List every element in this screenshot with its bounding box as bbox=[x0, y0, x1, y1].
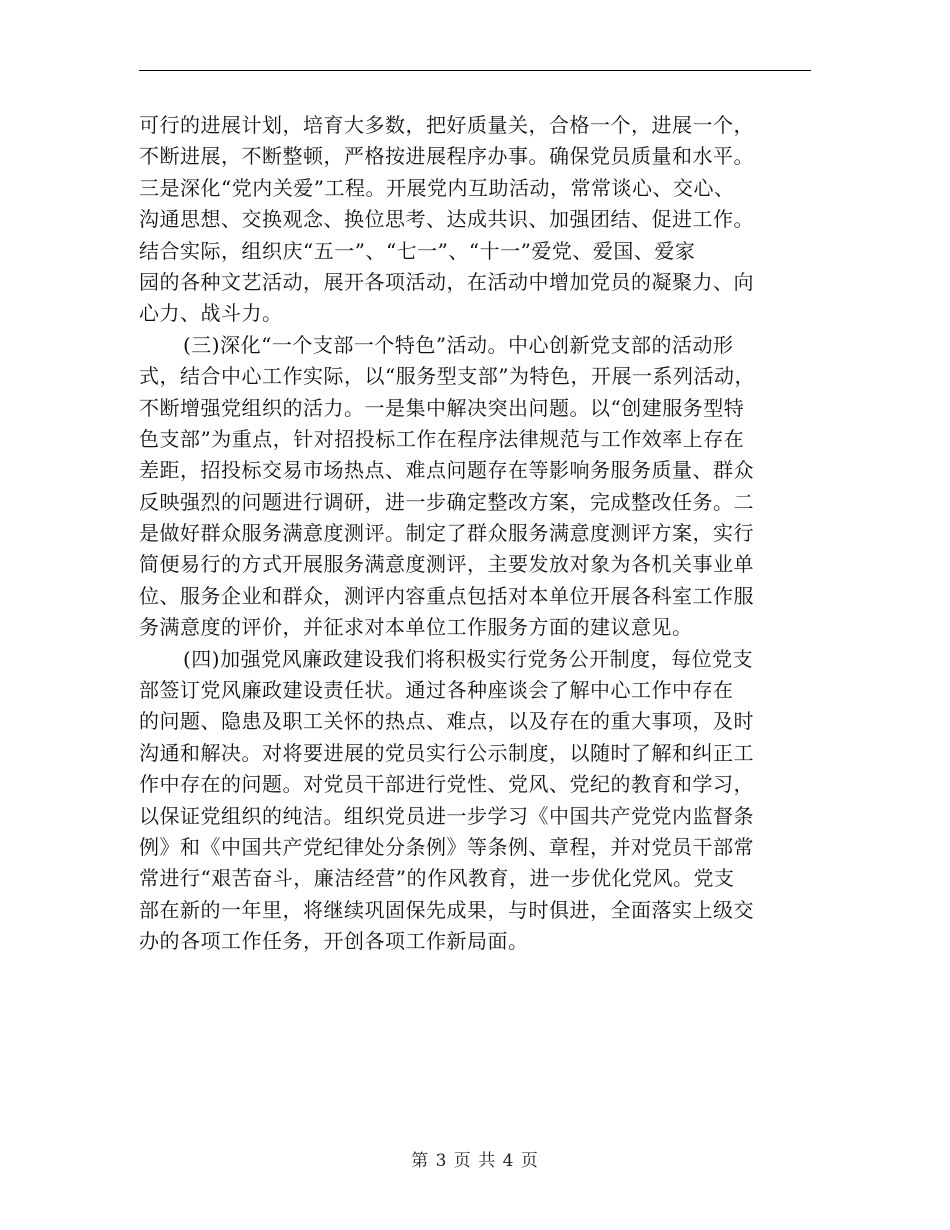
text-line: 是做好群众服务满意度测评。制定了群众服务满意度测评方案，实行 bbox=[139, 521, 754, 546]
text-line: 心力、战斗力。 bbox=[139, 301, 283, 326]
header-rule bbox=[139, 70, 811, 71]
text-line: 式，结合中心工作实际，以“服务型支部”为特色，开展一系列活动， bbox=[139, 364, 755, 389]
text-line: 常进行“艰苦奋斗，廉洁经营”的作风教育，进一步优化党风。党支 bbox=[139, 866, 735, 891]
text-line: 沟通思想、交换观念、换位思考、达成共识、加强团结、促进工作。 bbox=[139, 207, 754, 232]
text-line: 作中存在的问题。对党员干部进行党性、党风、党纪的教育和学习， bbox=[139, 772, 754, 797]
text-line: 以保证党组织的纯洁。组织党员进一步学习《中国共产党党内监督条 bbox=[139, 803, 754, 828]
text-line: 不断增强党组织的活力。一是集中解决突出问题。以“创建服务型特 bbox=[139, 395, 745, 420]
text-line: 结合实际，组织庆“五一”、“七一”、“十一”爱党、爱国、爱家 bbox=[139, 238, 696, 263]
text-line: 位、服务企业和群众，测评内容重点包括对本单位开展各科室工作服 bbox=[139, 583, 754, 608]
text-line: 简便易行的方式开展服务满意度测评，主要发放对象为各机关事业单 bbox=[139, 552, 754, 577]
text-line: 色支部”为重点，针对招投标工作在程序法律规范与工作效率上存在 bbox=[139, 426, 745, 451]
text-line: 的问题、隐患及职工关怀的热点、难点，以及存在的重大事项，及时 bbox=[139, 709, 754, 734]
paragraph-start-line: (四)加强党风廉政建设我们将积极实行党务公开制度，每位党支 bbox=[183, 646, 754, 671]
page-number-footer: 第 3 页 共 4 页 bbox=[411, 1151, 539, 1171]
text-line: 办的各项工作任务，开创各项工作新局面。 bbox=[139, 929, 529, 954]
text-line: 园的各种文艺活动，展开各项活动，在活动中增加党员的凝聚力、向 bbox=[139, 269, 754, 294]
text-line: 部签订党风廉政建设责任状。通过各种座谈会了解中心工作中存在 bbox=[139, 678, 734, 703]
text-line: 三是深化“党内关爱”工程。开展党内互助活动，常常谈心、交心、 bbox=[139, 175, 735, 200]
text-line: 务满意度的评价，并征求对本单位工作服务方面的建议意见。 bbox=[139, 615, 693, 640]
text-line: 例》和《中国共产党纪律处分条例》等条例、章程，并对党员干部常 bbox=[139, 834, 754, 859]
text-line: 不断进展，不断整顿，严格按进展程序办事。确保党员质量和水平。 bbox=[139, 144, 754, 169]
text-line: 部在新的一年里，将继续巩固保先成果，与时俱进，全面落实上级交 bbox=[139, 897, 754, 922]
document-body bbox=[139, 110, 811, 958]
text-line: 差距，招投标交易市场热点、难点问题存在等影响务服务质量、群众 bbox=[139, 458, 754, 483]
text-line: 反映强烈的问题进行调研，进一步确定整改方案，完成整改任务。二 bbox=[139, 489, 754, 514]
paragraph-start-line: (三)深化“一个支部一个特色”活动。中心创新党支部的活动形 bbox=[183, 332, 734, 357]
text-line: 可行的进展计划，培育大多数，把好质量关，合格一个，进展一个， bbox=[139, 113, 754, 137]
text-line: 沟通和解决。对将要进展的党员实行公示制度，以随时了解和纠正工 bbox=[139, 740, 754, 765]
